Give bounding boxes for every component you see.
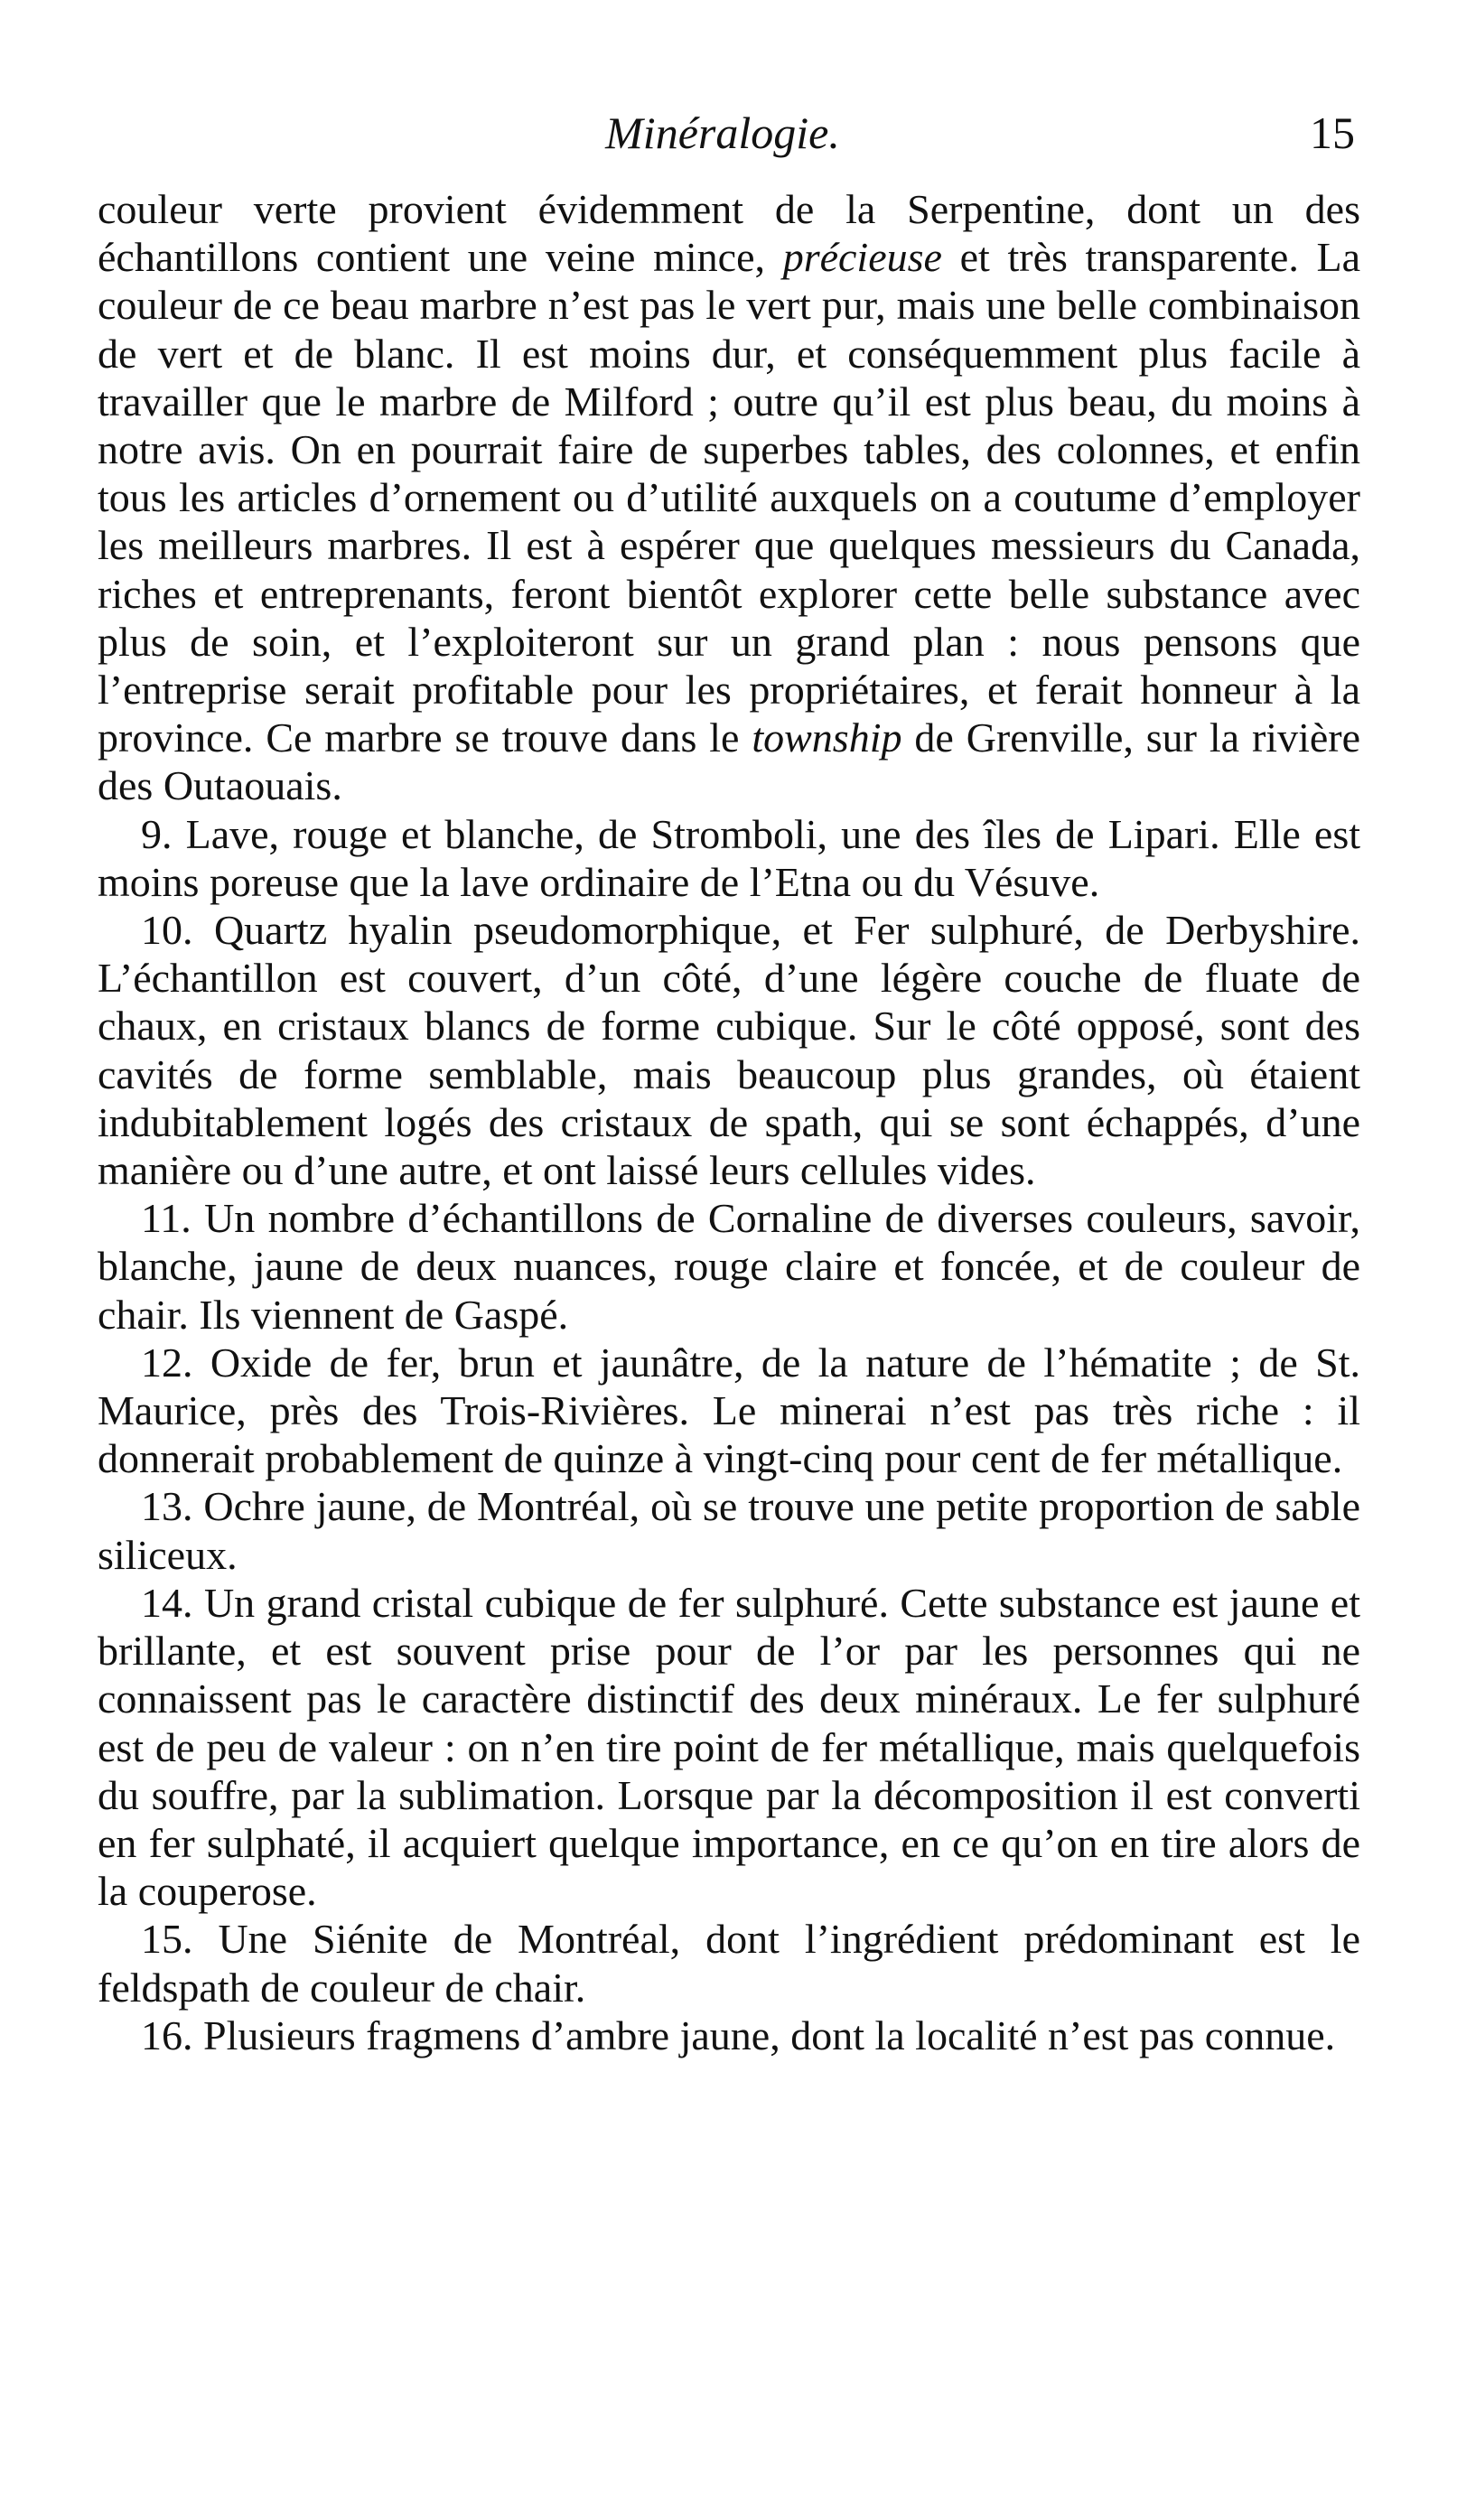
item-number: 14. [141, 1579, 193, 1626]
item-number: 16. [141, 2011, 193, 2058]
item-text: Une Siénite de Montréal, dont l’ingrédient prédominant est le feldspath de couleur de chair. [98, 1916, 1360, 2011]
list-item-9 [98, 810, 1360, 906]
list-item-12 [98, 1339, 1360, 1483]
item-number: 11. [141, 1195, 191, 1242]
text-run: et très transparente. La couleur de ce beau marbre n’est pas le vert pur, mais une belle combinaison de vert et de blanc. Il est moins dur, et conséquemment plus facile à travailler que le marbre de Milford ; outre qu’il est plus beau, du moins à notre avis. On en pourrait faire de superbes tables, des colonnes, et enfin tous les articles d’ornement ou d’utilité auxquels on a coutume d’employer les meilleurs marbres. Il est à espérer que quelques messieurs du Canada, riches et entreprenants, feront bientôt explorer cette belle substance avec plus de soin, et l’exploiteront sur un grand plan : nous pensons que l’entreprise serait profitable pour les propriétaires, et ferait honneur à la province. Ce marbre se trouve dans le [98, 234, 1360, 761]
page-number: 15 [1310, 107, 1355, 158]
list-item-15 [98, 1915, 1360, 2011]
list-item-11 [98, 1194, 1360, 1339]
item-text: Un grand cristal cubique de fer sulphuré. Cette substance est jaune et brillante, et est souvent prise pour de l’or par les personnes qui ne connaissent pas le caractère distinctif des deux minéraux. Le fer sulphuré est de peu de valeur : on n’en tire point de fer métallique, mais quelquefois du souffre, par la sublimation. Lorsque par la décomposition il est converti en fer sulphaté, il acquiert quelque importance, en ce qu’on en tire alors de la couperose. [98, 1579, 1361, 1915]
item-text: Lave, rouge et blanche, de Stromboli, une des îles de Lipari. Elle est moins poreuse que la lave ordinaire de l’Etna ou du Vésuve. [98, 810, 1361, 905]
text-run: de Grenville, sur la rivière des Outaouais. [98, 714, 1361, 809]
item-number: 10. [141, 907, 193, 954]
item-text: Un nombre d’échantillons de Cornaline de diverses couleurs, savoir, blanche, jaune de deux nuances, rouge claire et foncée, et de couleur de chair. Ils viennent de Gaspé. [98, 1195, 1361, 1338]
item-number: 13. [141, 1483, 193, 1530]
item-text: Plusieurs fragmens d’ambre jaune, dont la localité n’est pas connue. [203, 2011, 1336, 2058]
list-item-14 [98, 1579, 1360, 1915]
item-number: 15. [141, 1916, 193, 1963]
item-text: Quartz hyalin pseudomorphique, et Fer sulphuré, de Derbyshire. L’échantillon est couvert, d’un côté, d’une légère couche de fluate de chaux, en cristaux blancs de forme cubique. Sur le côté opposé, sont des cavités de forme semblable, mais beaucoup plus grandes, où étaient indubitablement logés des cristaux de spath, qui se sont échappés, d’une manière ou d’une autre, et ont laissé leurs cellules vides. [98, 907, 1361, 1194]
italic-word-township: township [752, 714, 902, 761]
list-item-13 [98, 1482, 1360, 1578]
italic-word-precieuse: précieuse [782, 234, 942, 281]
item-text: Oxide de fer, brun et jaunâtre, de la nature de l’hématite ; de St. Maurice, près des Trois-Rivières. Le minerai n’est pas très riche : il donnerait probablement de quinze à vingt-cinq pour cent de fer métallique. [98, 1339, 1361, 1482]
item-number: 9. [141, 810, 173, 857]
list-item-10 [98, 906, 1360, 1194]
running-title: Minéralogie. [605, 107, 840, 158]
item-text: Ochre jaune, de Montréal, où se trouve une petite proportion de sable siliceux. [98, 1483, 1361, 1578]
item-number: 12. [141, 1339, 193, 1386]
list-item-16 [98, 2011, 1360, 2059]
body-text [98, 185, 1360, 2059]
text-run: couleur verte provient évidemment de la Serpentine, dont un des échantillons contient une veine mince, [98, 186, 1360, 281]
running-head [90, 101, 1355, 164]
paragraph-continued [98, 185, 1360, 810]
